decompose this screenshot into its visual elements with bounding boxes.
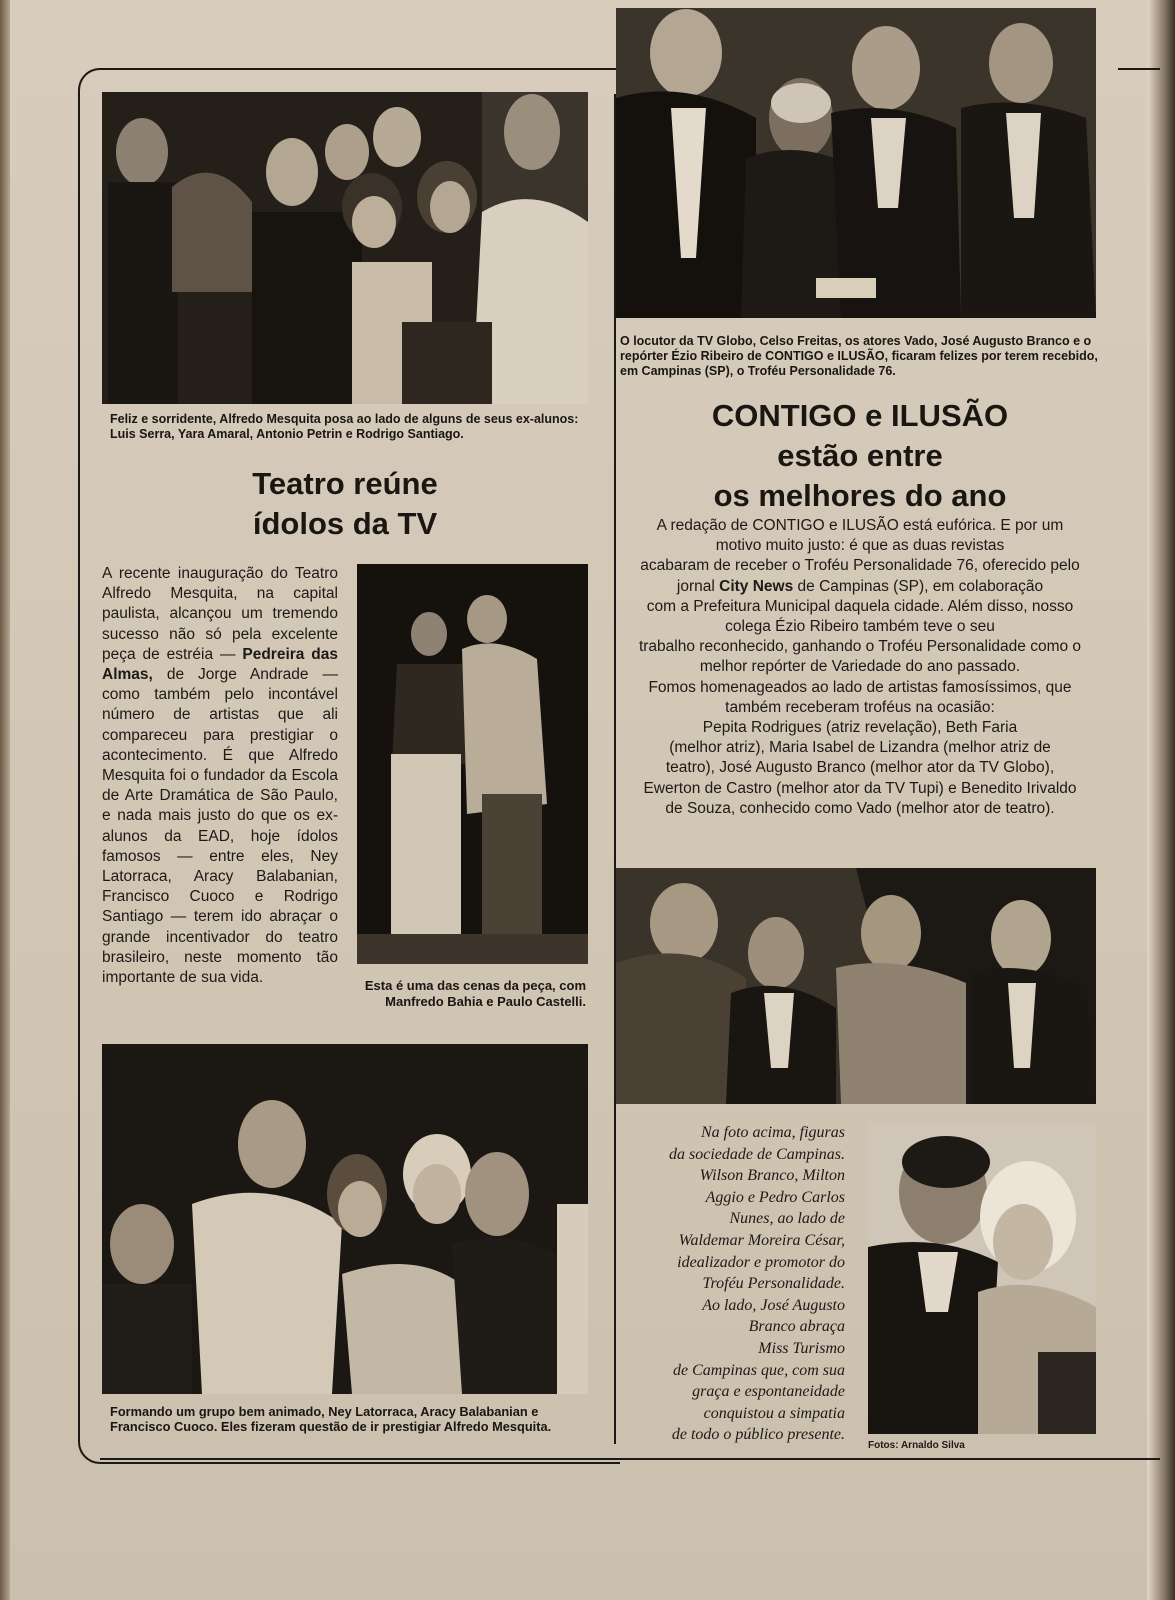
headline-teatro-line2: ídolos da TV — [252, 506, 438, 541]
article-line-city-news — [620, 577, 1100, 597]
campinas-italic-caption — [600, 1122, 845, 1446]
photo-top-right-caption: O locutor da TV Globo, Celso Freitas, os atores Vado, José Augusto Branco e o repórter Ézio Ribeiro de CONTIGO e ILUSÃO, ficaram felizes por terem recebido, em Campinas (SP), o Troféu Personalidade 76. — [620, 334, 1098, 378]
photo-campinas-society — [616, 868, 1096, 1104]
italic-caption-line: de todo o público presente. — [671, 1426, 845, 1444]
italic-caption-line: Troféu Personalidade. — [702, 1275, 845, 1293]
article-line: teatro), José Augusto Branco (melhor ator da TV Globo), — [665, 759, 1055, 777]
page-edge-left — [0, 0, 10, 1600]
bottom-frame-rule — [100, 1458, 1160, 1460]
article-line: Pepita Rodrigues (atriz revelação), Beth Faria — [702, 719, 1018, 737]
article-teatro-body — [102, 564, 338, 988]
article-jornal: jornal — [676, 577, 715, 595]
headline-contigo-line1: CONTIGO e ILUSÃO — [711, 398, 1009, 433]
photo-trophy-winners — [616, 8, 1096, 318]
italic-caption-line: da sociedade de Campinas. — [669, 1145, 845, 1163]
headline-contigo-line3: os melhores do ano — [713, 478, 1007, 513]
headline-contigo-line2: estão entre — [777, 438, 943, 473]
photo-credit: Fotos: Arnaldo Silva — [868, 1440, 965, 1451]
photo-top-left-caption: Feliz e sorridente, Alfredo Mesquita posa ao lado de alguns de seus ex-alunos: Luis Serra, Yara Amaral, Antonio Petrin e Rodrigo Santiago. — [110, 412, 579, 441]
photo-ney-aracy-cuoco — [102, 1044, 588, 1394]
italic-caption-line: Branco abraça — [748, 1318, 845, 1336]
headline-teatro-line1: Teatro reúne — [252, 466, 438, 501]
italic-caption-line: Miss Turismo — [758, 1339, 845, 1357]
article-line: também receberam troféus na ocasião: — [725, 698, 995, 716]
photo-alfredo-mesquita-group — [102, 92, 588, 404]
play-title: Pedreira das Almas, — [102, 645, 338, 684]
italic-caption-line: de Campinas que, com sua — [673, 1361, 845, 1379]
article-line: com a Prefeitura Municipal daquela cidade. Além disso, nosso — [646, 597, 1074, 615]
italic-caption-line: Waldemar Moreira César, — [678, 1231, 845, 1249]
article-line: colega Ézio Ribeiro também teve o seu — [725, 618, 995, 636]
top-right-frame-rule — [1118, 68, 1160, 70]
page-edge-right — [1147, 0, 1175, 1600]
article-line: de Souza, conhecido como Vado (melhor ator de teatro). — [665, 799, 1055, 817]
italic-caption-line: Na foto acima, figuras — [700, 1124, 845, 1141]
scene-caption: Esta é uma das cenas da peça, com Manfredo Bahia e Paulo Castelli. — [364, 978, 586, 1009]
article-line: A redação de CONTIGO e ILUSÃO está eufórica. E por um — [656, 517, 1064, 534]
article-line: Fomos homenageados ao lado de artistas famosíssimos, que — [648, 678, 1072, 696]
headline-teatro — [200, 464, 490, 544]
article-line: trabalho reconhecido, ganhando o Troféu Personalidade como o — [638, 638, 1082, 656]
article-line: Ewerton de Castro (melhor ator da TV Tupi) e Benedito Irivaldo — [643, 779, 1077, 797]
article-after-city-news: de Campinas (SP), em colaboração — [797, 577, 1044, 595]
article-teatro-part2: de Jorge Andrade — como também pelo incontável número de artistas que ali compareceu para prestigiar o acontecimento. É que Alfredo Mesquita foi o fundador da Escola de Arte Dramática de São Paulo, e nada mais justo do que os ex-alunos da EAD, hoje ídolos famosos — entre eles, Ney Latorraca, Aracy Balabanian, Francisco Cuoco e Rodrigo Santiago — terem ido abraçar o grande incentivador do teatro brasileiro, neste momento tão importante de sua vida. — [102, 666, 338, 987]
italic-caption-line: graça e espontaneidade — [692, 1383, 845, 1401]
photo-miss-turismo — [868, 1122, 1096, 1434]
article-line: acabaram de receber o Troféu Personalidade 76, oferecido pelo — [640, 557, 1080, 575]
italic-caption-line: Ao lado, José Augusto — [702, 1296, 845, 1314]
top-frame-rule — [100, 68, 615, 70]
italic-caption-line: conquistou a simpatia — [703, 1404, 845, 1422]
italic-caption-line: Wilson Branco, Milton — [699, 1167, 845, 1185]
italic-caption-line: Aggio e Pedro Carlos — [705, 1188, 845, 1206]
italic-caption-line: Nunes, ao lado de — [729, 1210, 845, 1228]
article-line: (melhor atriz), Maria Isabel de Lizandra (melhor atriz de — [669, 739, 1051, 757]
article-contigo-body — [620, 516, 1100, 819]
photo-play-scene — [357, 564, 588, 964]
article-line: melhor repórter de Variedade do ano passado. — [699, 658, 1021, 676]
headline-contigo — [640, 396, 1080, 516]
article-teatro-part1: A recente inauguração do Teatro Alfredo Mesquita, na capital paulista, alcançou um tremendo sucesso não só pela excelente peça de estréia — — [102, 565, 338, 663]
article-line: motivo muito justo: é que as duas revistas — [715, 537, 1005, 555]
photo-bottom-left-caption: Formando um grupo bem animado, Ney Latorraca, Aracy Balabanian e Francisco Cuoco. Eles fizeram questão de ir prestigiar Alfredo Mesquita. — [110, 1404, 552, 1434]
city-news-name: City News — [719, 577, 794, 595]
italic-caption-line: idealizador e promotor do — [677, 1253, 845, 1271]
